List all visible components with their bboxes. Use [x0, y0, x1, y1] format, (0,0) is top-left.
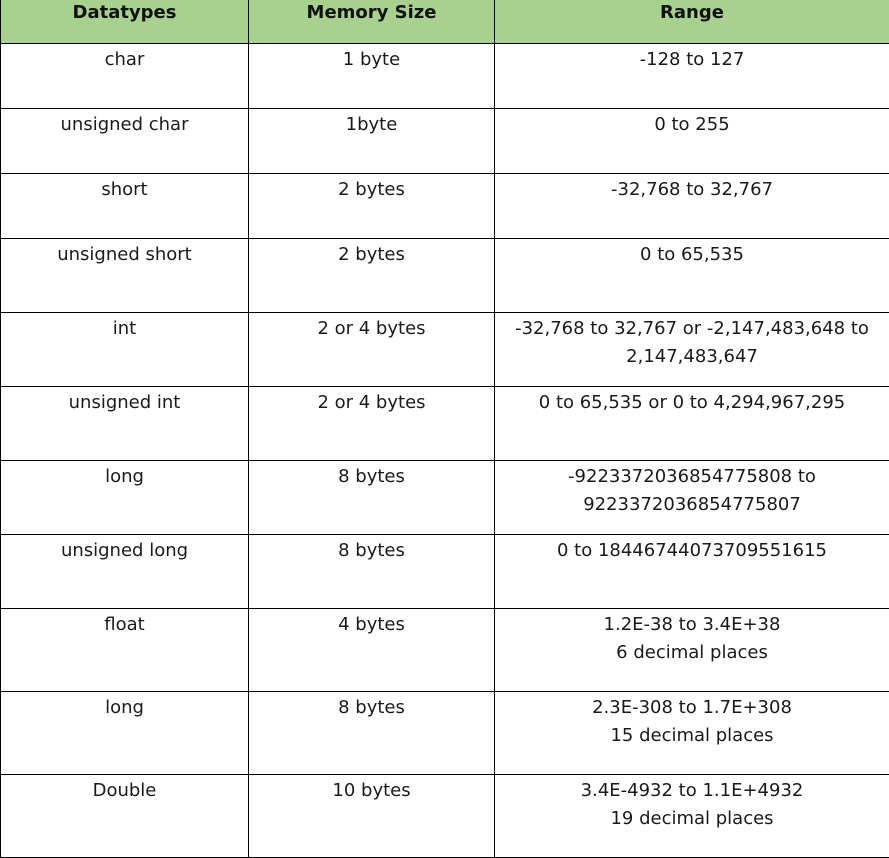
datatype-cell: short — [1, 174, 249, 239]
table-row — [1, 109, 889, 174]
datatype-cell: Double — [1, 775, 249, 858]
range-line: 6 decimal places — [499, 639, 885, 667]
memory-size-cell: 8 bytes — [249, 692, 495, 775]
datatype-cell: unsigned char — [1, 109, 249, 174]
memory-size-cell: 2 or 4 bytes — [249, 387, 495, 461]
datatype-cell: int — [1, 313, 249, 387]
range-line: 0 to 65,535 or 0 to 4,294,967,295 — [499, 389, 885, 417]
range-cell — [495, 535, 889, 609]
range-line: -32,768 to 32,767 or -2,147,483,648 to — [499, 315, 885, 343]
range-line: 2,147,483,647 — [499, 343, 885, 371]
table-row — [1, 174, 889, 239]
datatype-cell: unsigned short — [1, 239, 249, 313]
header-memory-size: Memory Size — [249, 0, 495, 44]
range-line: 0 to 18446744073709551615 — [499, 537, 885, 565]
range-cell — [495, 44, 889, 109]
table-row — [1, 692, 889, 775]
range-line: 2.3E-308 to 1.7E+308 — [499, 694, 885, 722]
range-line: 0 to 65,535 — [499, 241, 885, 269]
memory-size-cell: 1byte — [249, 109, 495, 174]
table-row — [1, 387, 889, 461]
range-line: 9223372036854775807 — [499, 491, 885, 519]
table-row — [1, 535, 889, 609]
table-row — [1, 44, 889, 109]
memory-size-cell: 8 bytes — [249, 535, 495, 609]
range-cell — [495, 239, 889, 313]
table-row — [1, 313, 889, 387]
range-line: -32,768 to 32,767 — [499, 176, 885, 204]
range-line: 3.4E-4932 to 1.1E+4932 — [499, 777, 885, 805]
range-line: -9223372036854775808 to — [499, 463, 885, 491]
datatype-cell: long — [1, 692, 249, 775]
range-line: 1.2E-38 to 3.4E+38 — [499, 611, 885, 639]
table-row — [1, 461, 889, 535]
range-line: 19 decimal places — [499, 805, 885, 833]
range-line: 0 to 255 — [499, 111, 885, 139]
memory-size-cell: 10 bytes — [249, 775, 495, 858]
datatype-cell: unsigned int — [1, 387, 249, 461]
memory-size-cell: 2 bytes — [249, 239, 495, 313]
range-cell — [495, 109, 889, 174]
range-cell — [495, 387, 889, 461]
table-row — [1, 775, 889, 858]
table-row — [1, 239, 889, 313]
header-range: Range — [495, 0, 889, 44]
range-cell — [495, 174, 889, 239]
header-datatypes: Datatypes — [1, 0, 249, 44]
datatype-cell: unsigned long — [1, 535, 249, 609]
datatype-cell: float — [1, 609, 249, 692]
range-cell — [495, 692, 889, 775]
range-cell — [495, 461, 889, 535]
memory-size-cell: 2 or 4 bytes — [249, 313, 495, 387]
table-row — [1, 609, 889, 692]
memory-size-cell: 1 byte — [249, 44, 495, 109]
range-cell — [495, 775, 889, 858]
datatype-cell: char — [1, 44, 249, 109]
memory-size-cell: 4 bytes — [249, 609, 495, 692]
range-line: 15 decimal places — [499, 722, 885, 750]
header-row — [1, 0, 889, 44]
range-line: -128 to 127 — [499, 46, 885, 74]
memory-size-cell: 8 bytes — [249, 461, 495, 535]
memory-size-cell: 2 bytes — [249, 174, 495, 239]
range-cell — [495, 313, 889, 387]
range-cell — [495, 609, 889, 692]
datatype-cell: long — [1, 461, 249, 535]
